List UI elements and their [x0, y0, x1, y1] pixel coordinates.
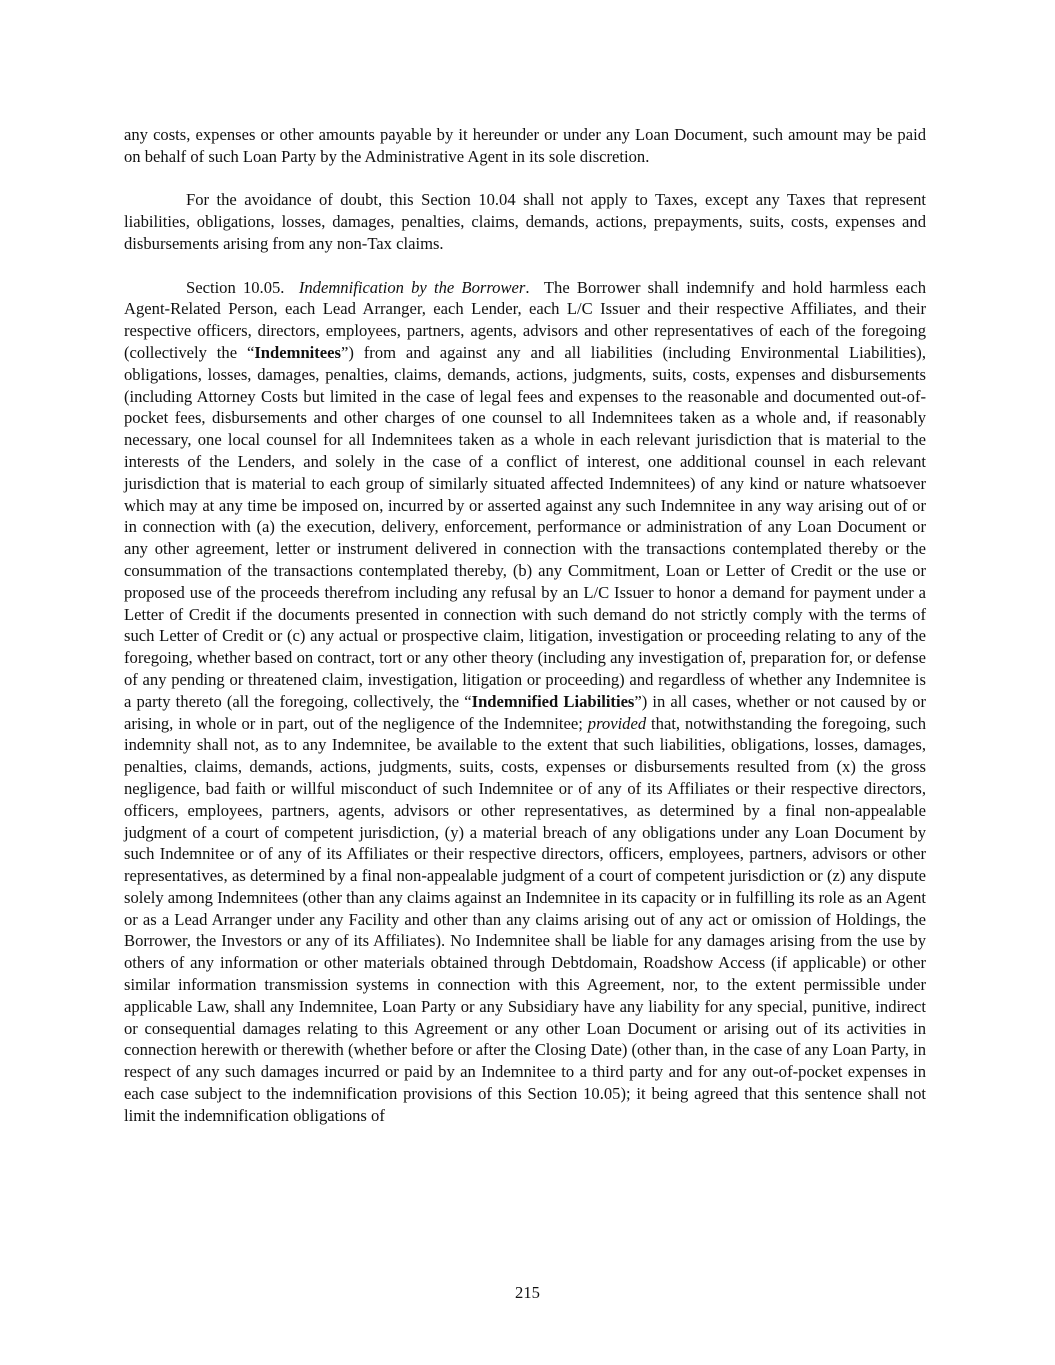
- section-text-part-1: The Borrower shall indemnify and hold harmless each Agent-Related Person, each Lead Arranger, each Lender, each L/C Issuer and their respective Affiliates, and their respective officers, directors, employees, partners, agents, advisors and other representatives of each of the foregoing (collectively the “: [124, 277, 927, 362]
- section-text-part-2: ”) from and against any and all liabilities (including Environmental Liabilities), obligations, losses, damages, penalties, claims, demands, actions, judgments, suits, costs, expenses and disbursements (including Attorney Costs but limited in the case of legal fees and expenses to the reasonable and documented out-of-pocket fees, disbursements and other charges of one counsel to all Indemnitees taken as a whole and, if reasonably necessary, one local counsel for all Indemnitees taken as a whole in each relevant jurisdiction that is material to the interests of the Lenders, and solely in the case of a conflict of interest, one additional counsel in each relevant jurisdiction that is material to each group of similarly situated affected Indemnitees) of any kind or nature whatsoever which may at any time be imposed on, incurred by or asserted against any such Indemnitee in any way arising out of or in connection with (a) the execution, delivery, enforcement, performance or administration of any Loan Document or any other agreement, letter or instrument delivered in connection with the transactions contemplated thereby or the consummation of the transactions contemplated thereby, (b) any Commitment, Loan or Letter of Credit or the use or proposed use of the proceeds therefrom including any refusal by an L/C Issuer to honor a demand for payment under a Letter of Credit if the documents presented in connection with such demand do not strictly comply with the terms of such Letter of Credit or (c) any actual or prospective claim, litigation, investigation or proceeding relating to any of the foregoing, whether based on contract, tort or any other theory (including any investigation of, preparation for, or defense of any pending or threatened claim, investigation, litigation or proceeding) and regardless of whether any Indemnitee is a party thereto (all the foregoing, collectively, the “: [124, 342, 926, 711]
- section-text-part-4: that, notwithstanding the foregoing, such indemnity shall not, as to any Indemnitee, be available to the extent that such liabilities, obligations, losses, damages, penalties, claims, demands, actions, judgments, suits, costs, expenses or disbursements resulted from (x) the gross negligence, bad faith or willful misconduct of such Indemnitee or of any of its Affiliates or their respective directors, officers, employees, partners, agents, advisors or other representatives, as determined by a final non-appealable judgment of a court of competent jurisdiction, (y) a material breach of any obligations under any Loan Document by such Indemnitee or of any of its Affiliates or their respective directors, officers, employees, partners, advisors or other representatives, as determined by a final non-appealable judgment of a court of competent jurisdiction or (z) any dispute solely among Indemnitees (other than any claims against an Indemnitee in its capacity or in fulfilling its role as an Agent or as a Lead Arranger under any Facility and other than any claims arising out of any act or omission of Holdings, the Borrower, the Investors or any of its Affiliates). No Indemnitee shall be liable for any damages arising from the use by others of any information or other materials obtained through Debtdomain, Roadshow Access (if applicable) or other similar information transmission systems in connection with this Agreement, nor, to the extent permissible under applicable Law, shall any Indemnitee, Loan Party or any Subsidiary have any liability for any special, punitive, indirect or consequential damages relating to this Agreement or any other Loan Document or arising out of its activities in connection herewith or therewith (whether before or after the Closing Date) (other than, in the case of any Loan Party, in respect of any such damages incurred or paid by an Indemnitee to a third party and for any out-of-pocket expenses in each case subject to the indemnification provisions of this Section 10.05); it being agreed that this sentence shall not limit the indemnification obligations of: [124, 713, 926, 1125]
- defined-term-indemnified-liabilities: Indemnified Liabilities: [471, 691, 635, 711]
- document-page: [124, 124, 926, 1127]
- section-heading: Indemnification by the Borrower: [298, 277, 526, 297]
- page-number: 215: [515, 1283, 540, 1302]
- section-heading-period: .: [525, 277, 530, 297]
- avoidance-of-doubt-paragraph: For the avoidance of doubt, this Section 10.04 shall not apply to Taxes, except any Taxes that represent liabilities, obligations, losses, damages, penalties, claims, demands, actions, prepayments, suits, costs, expenses and disbursements arising from any non-Tax claims.: [124, 190, 926, 253]
- defined-term-indemnitees: Indemnitees: [254, 342, 341, 362]
- section-number: Section 10.05.: [186, 277, 285, 297]
- provided-term: provided: [587, 713, 647, 733]
- continuation-paragraph: any costs, expenses or other amounts payable by it hereunder or under any Loan Document, such amount may be paid on behalf of such Loan Party by the Administrative Agent in its sole discretion.: [124, 125, 926, 166]
- section-10-05-paragraph: [124, 277, 926, 1127]
- section-text-part-3: ”) in all cases, whether or not caused by or arising, in whole or in part, out of the negligence of the Indemnitee;: [124, 691, 926, 733]
